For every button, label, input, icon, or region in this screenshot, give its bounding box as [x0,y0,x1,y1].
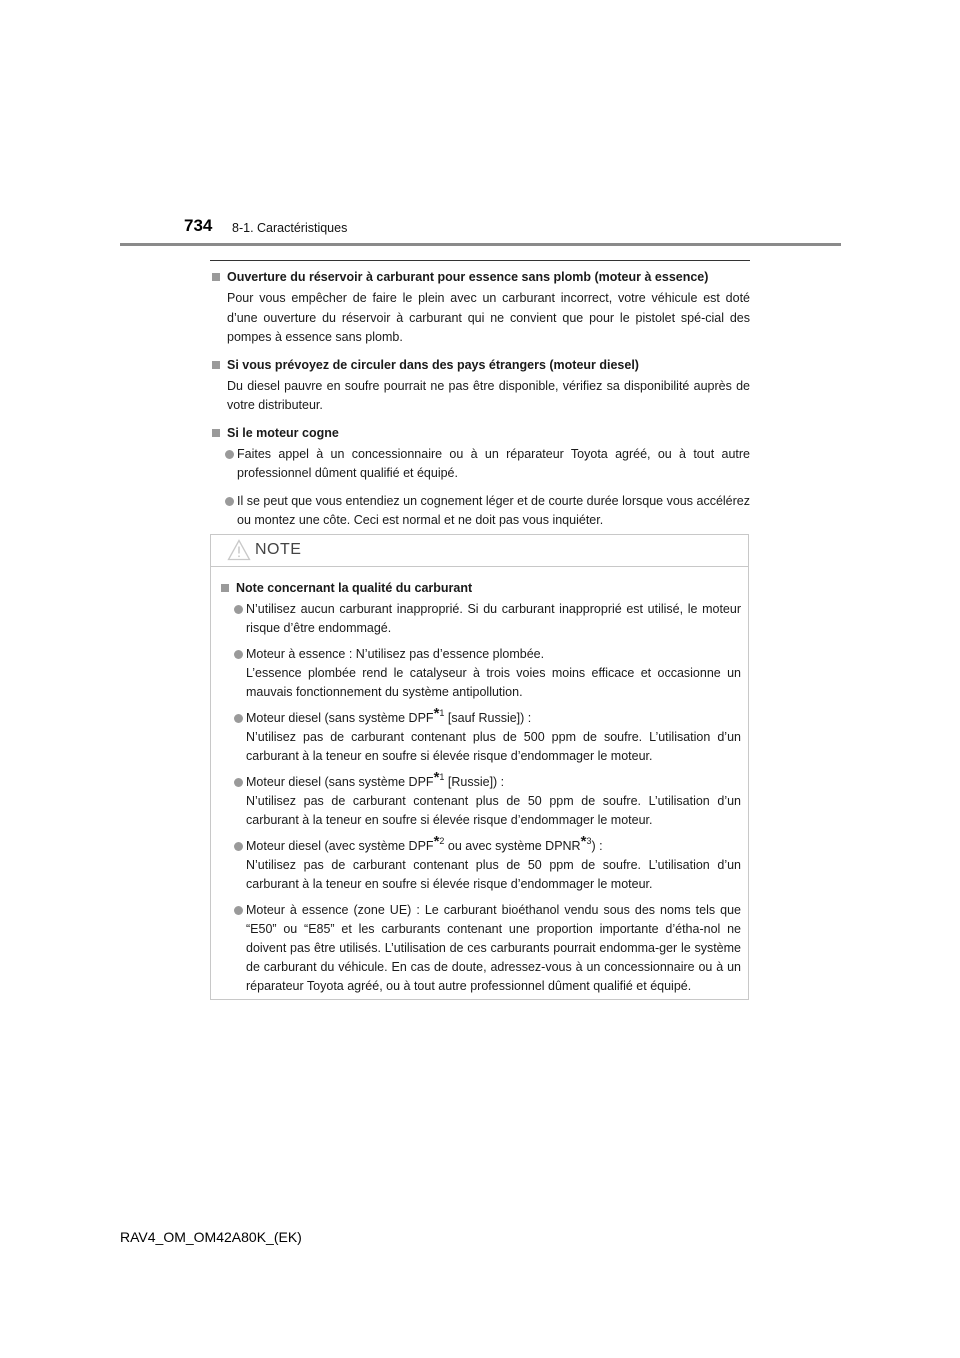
list-item [219,705,741,766]
section-heading [210,268,750,287]
paragraph: Pour vous empêcher de faire le plein avec un carburant incorrect, votre véhicule est doté d’une ouverture du réservoir à carburant qui ne convient que pour le pistolet spé-cial des pompes à essence sans plomb. [227,291,750,344]
circle-bullet-icon [234,842,243,851]
list-item [219,901,741,996]
page-number: 734 [184,216,213,235]
note-title: NOTE [255,541,302,558]
list-item-text: Moteur diesel (sans système DPF [246,711,434,725]
list-item-text: Moteur à essence (zone UE) : Le carburant bioéthanol vendu sous des noms tels que “E50” ou “E85” et les carburants contenant une proportion importante d’étha-nol ne doivent pas être utilisés. L’utilisation de ces carburants pourrait endomma-ger le système de carburant du véhicule. En cas de doute, adressez-vous à un concessionnaire ou à un réparateur Toyota agréé, ou à tout autre professionnel dûment qualifié et équipé. [246,903,741,993]
heading-text: Ouverture du réservoir à carburant pour essence sans plomb (moteur à essence) [227,270,709,284]
list-item-text: N’utilisez pas de carburant contenant plus de 500 ppm de soufre. L’utilisation d’un carburant à la teneur en soufre si élevée risque d’endommager le moteur. [246,730,741,763]
square-bullet-icon [221,584,229,592]
note-body [211,567,748,996]
circle-bullet-icon [225,450,234,459]
header-rule [120,243,841,246]
heading-text: Si vous prévoyez de circuler dans des pays étrangers (moteur diesel) [227,357,639,372]
footnote-ref: *1 [433,705,445,722]
list-item-text: N’utilisez pas de carburant contenant plus de 50 ppm de soufre. L’utilisation d’un carburant à la teneur en soufre si élevée risque d’endommager le moteur. [246,858,741,891]
list-item-text: L’essence plombée rend le catalyseur à trois voies moins efficace et occasionne un mauvais fonctionnement du système antipollution. [246,666,741,699]
paragraph: Du diesel pauvre en soufre pourrait ne pas être disponible, vérifiez sa disponibilité auprès de votre distributeur. [227,378,750,412]
list-item [219,769,741,830]
circle-bullet-icon [234,714,243,723]
list-item-text: Faites appel à un concessionnaire ou à un réparateur Toyota agréé, ou à tout autre professionnel dûment qualifié et équipé. [237,446,750,480]
circle-bullet-icon [234,650,243,659]
footnote-ref: *3 [580,833,592,850]
list-item [210,445,750,484]
list-item-text: ou avec système DPNR [444,839,581,853]
circle-bullet-icon [234,778,243,787]
section-heading [210,424,750,443]
list-item-text: ) : [591,839,603,853]
list-item [210,492,750,531]
note-box [210,534,749,1000]
footnote-ref: *2 [433,833,445,850]
list-item [219,833,741,894]
list-item-text: Moteur à essence : N’utilisez pas d’essence plombée. [246,647,545,661]
note-heading [219,579,741,598]
list-item-text: Moteur diesel (avec système DPF [246,839,434,853]
list-item-text: [Russie]) : [444,775,505,789]
section-heading [210,356,750,375]
heading-text: Note concernant la qualité du carburant [236,581,473,595]
circle-bullet-icon [225,497,234,506]
section-title: 8-1. Caractéristiques [232,221,348,235]
circle-bullet-icon [234,906,243,915]
list-item-text: Il se peut que vous entendiez un cognement léger et de courte durée lorsque vous accélérez ou montez une côte. Ceci est normal et ne doit pas vous inquiéter. [237,493,750,527]
main-content [210,268,750,539]
list-item [219,645,741,702]
document-code: RAV4_OM_OM42A80K_(EK) [120,1229,302,1245]
section-divider [210,260,750,261]
footnote-ref: *1 [433,769,445,786]
note-header [211,535,748,567]
list-item [219,600,741,638]
square-bullet-icon [212,429,220,437]
circle-bullet-icon [234,605,243,614]
heading-text: Si le moteur cogne [227,425,339,440]
list-item-text: N’utilisez aucun carburant inapproprié. Si du carburant inapproprié est utilisé, le moteur risque d’être endommagé. [246,602,741,635]
square-bullet-icon [212,273,220,281]
list-item-text: N’utilisez pas de carburant contenant plus de 50 ppm de soufre. L’utilisation d’un carburant à la teneur en soufre si élevée risque d’endommager le moteur. [246,794,741,827]
warning-triangle-icon [227,539,251,561]
list-item-text: [sauf Russie]) : [444,711,532,725]
square-bullet-icon [212,361,220,369]
list-item-text: Moteur diesel (sans système DPF [246,775,434,789]
